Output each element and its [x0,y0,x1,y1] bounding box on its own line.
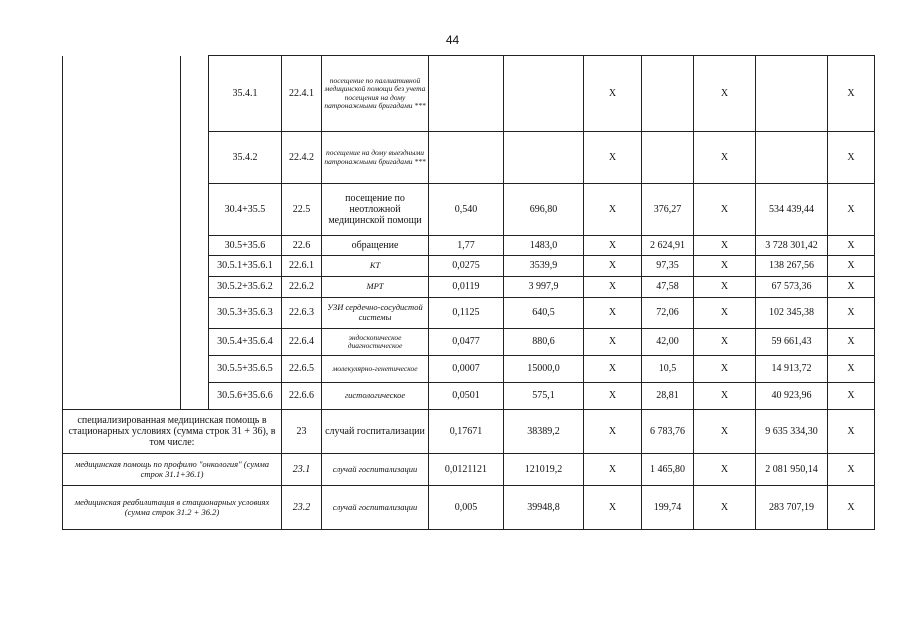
x-cell: X [584,236,642,256]
cost-cell: 15000,0 [504,356,584,383]
x-cell: X [828,298,875,329]
table-row [63,486,875,530]
x-cell: X [828,486,875,530]
code-cell: 35.4.1 [209,56,282,132]
norm-cell [429,56,504,132]
x-cell: X [694,410,756,454]
x-cell: X [828,236,875,256]
x-cell: X [584,356,642,383]
unit-cell: случай госпитализации [322,454,429,486]
unit-cell: случай госпитализации [322,486,429,530]
x-cell: X [584,277,642,298]
table-row [63,410,875,454]
description-cell: медицинская реабилитация в стационарных условиях (сумма строк 31.2 + 36.2) [63,486,282,530]
cost-cell: 575,1 [504,383,584,410]
x-cell: X [584,454,642,486]
unit-cell: УЗИ сердечно-сосудистой системы [322,298,429,329]
code-cell: 30.5.5+35.6.5 [209,356,282,383]
cost-cell [504,132,584,184]
x-cell: X [694,56,756,132]
x-cell: X [828,277,875,298]
cost-cell: 3 997,9 [504,277,584,298]
x-cell: X [694,383,756,410]
line-cell: 22.6.3 [282,298,322,329]
cost-cell: 3539,9 [504,256,584,277]
x-cell: X [828,184,875,236]
value-cell: 42,00 [642,329,694,356]
x-cell: X [584,329,642,356]
x-cell: X [828,132,875,184]
code-cell: 30.5.4+35.6.4 [209,329,282,356]
code-cell: 30.5.6+35.6.6 [209,383,282,410]
cost-cell [504,56,584,132]
value-cell: 9 635 334,30 [756,410,828,454]
x-cell: X [584,383,642,410]
x-cell: X [828,454,875,486]
value-cell: 2 081 950,14 [756,454,828,486]
norm-cell: 0,540 [429,184,504,236]
norm-cell: 0,005 [429,486,504,530]
norm-cell: 0,0477 [429,329,504,356]
value-cell: 97,35 [642,256,694,277]
x-cell: X [584,410,642,454]
code-cell: 30.5.2+35.6.2 [209,277,282,298]
value-cell: 47,58 [642,277,694,298]
norm-cell: 0,0007 [429,356,504,383]
unit-cell: МРТ [322,277,429,298]
unit-cell: посещение на дому выездными патронажными бригадами *** [322,132,429,184]
value-cell: 28,81 [642,383,694,410]
unit-cell: посещение по неотложной медицинской помощи [322,184,429,236]
unit-cell: посещение по паллиативной медицинской помощи без учета посещения на дому патронажными бригадами *** [322,56,429,132]
line-cell: 23 [282,410,322,454]
x-cell: X [584,256,642,277]
value-cell: 67 573,36 [756,277,828,298]
norm-cell: 0,0501 [429,383,504,410]
x-cell: X [694,454,756,486]
code-cell: 30.5.3+35.6.3 [209,298,282,329]
blank-cell [63,56,181,410]
x-cell: X [828,256,875,277]
value-cell: 138 267,56 [756,256,828,277]
line-cell: 22.6.6 [282,383,322,410]
norm-cell: 0,0275 [429,256,504,277]
x-cell: X [584,56,642,132]
line-cell: 23.1 [282,454,322,486]
x-cell: X [828,383,875,410]
value-cell: 10,5 [642,356,694,383]
line-cell: 22.5 [282,184,322,236]
value-cell: 376,27 [642,184,694,236]
line-cell: 22.6.2 [282,277,322,298]
value-cell: 3 728 301,42 [756,236,828,256]
norm-cell: 1,77 [429,236,504,256]
line-cell: 22.4.1 [282,56,322,132]
x-cell: X [694,277,756,298]
value-cell [642,132,694,184]
cost-cell: 640,5 [504,298,584,329]
value-cell [642,56,694,132]
norm-cell: 0,0121121 [429,454,504,486]
norm-cell: 0,0119 [429,277,504,298]
x-cell: X [694,298,756,329]
unit-cell: молекулярно-генетическое [322,356,429,383]
value-cell: 72,06 [642,298,694,329]
norm-cell: 0,1125 [429,298,504,329]
x-cell: X [584,132,642,184]
value-cell [756,56,828,132]
x-cell: X [828,329,875,356]
blank-cell [181,56,209,410]
unit-cell: случай госпитализации [322,410,429,454]
value-cell: 534 439,44 [756,184,828,236]
line-cell: 22.4.2 [282,132,322,184]
x-cell: X [694,256,756,277]
cost-cell: 121019,2 [504,454,584,486]
line-cell: 22.6.4 [282,329,322,356]
x-cell: X [584,486,642,530]
cost-cell: 1483,0 [504,236,584,256]
value-cell: 2 624,91 [642,236,694,256]
line-cell: 22.6.5 [282,356,322,383]
value-cell: 59 661,43 [756,329,828,356]
unit-cell: обращение [322,236,429,256]
x-cell: X [694,329,756,356]
cost-cell: 880,6 [504,329,584,356]
x-cell: X [828,356,875,383]
x-cell: X [694,356,756,383]
value-cell: 14 913,72 [756,356,828,383]
description-cell: специализированная медицинская помощь в стационарных условиях (сумма строк 31 + 36), в том числе: [63,410,282,454]
unit-cell: КТ [322,256,429,277]
x-cell: X [584,298,642,329]
x-cell: X [694,184,756,236]
value-cell: 283 707,19 [756,486,828,530]
unit-cell: гистологическое [322,383,429,410]
code-cell: 30.5+35.6 [209,236,282,256]
value-cell: 199,74 [642,486,694,530]
x-cell: X [828,410,875,454]
value-cell: 40 923,96 [756,383,828,410]
x-cell: X [828,56,875,132]
x-cell: X [694,236,756,256]
code-cell: 30.4+35.5 [209,184,282,236]
value-cell: 102 345,38 [756,298,828,329]
value-cell: 1 465,80 [642,454,694,486]
norm-cell [429,132,504,184]
line-cell: 22.6 [282,236,322,256]
value-cell [756,132,828,184]
x-cell: X [694,132,756,184]
table-row [63,56,875,132]
value-cell: 6 783,76 [642,410,694,454]
x-cell: X [584,184,642,236]
cost-cell: 39948,8 [504,486,584,530]
line-cell: 23.2 [282,486,322,530]
line-cell: 22.6.1 [282,256,322,277]
page-number: 44 [445,33,460,47]
norm-cell: 0,17671 [429,410,504,454]
x-cell: X [694,486,756,530]
code-cell: 35.4.2 [209,132,282,184]
cost-cell: 38389,2 [504,410,584,454]
description-cell: медицинская помощь по профилю "онкология" (сумма строк 31.1+36.1) [63,454,282,486]
unit-cell: эндоскопическое диагностическое [322,329,429,356]
table-row [63,454,875,486]
cost-cell: 696,80 [504,184,584,236]
code-cell: 30.5.1+35.6.1 [209,256,282,277]
medical-care-table [62,55,875,530]
